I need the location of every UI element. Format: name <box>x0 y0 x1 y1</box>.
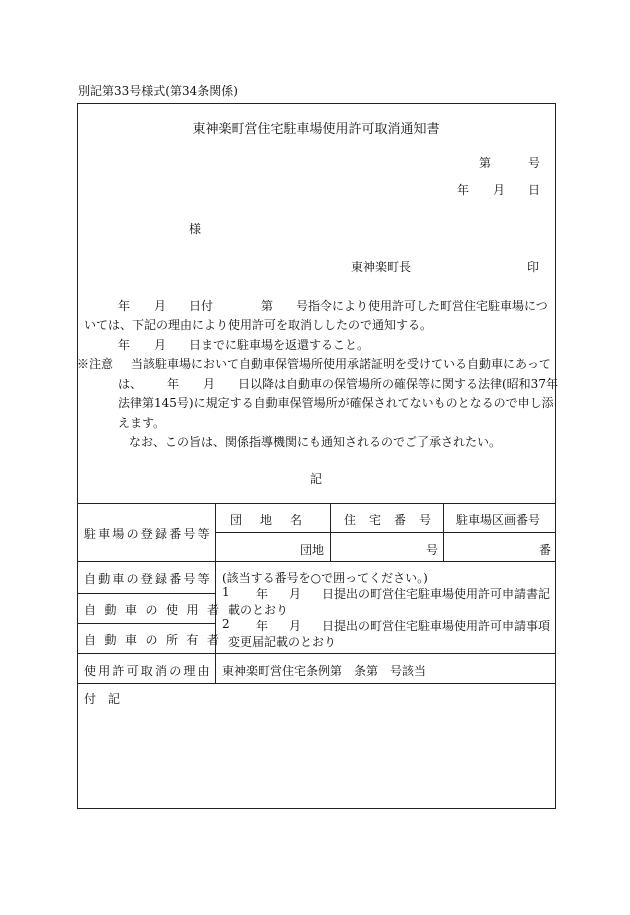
option1-year: 年 <box>256 587 269 601</box>
note-line1: 当該駐車場において自動車保管場所使用承諾証明を受けている自動車にあって <box>131 357 551 371</box>
notice-form <box>77 103 556 809</box>
note-line4: えます。 <box>118 416 166 430</box>
note-line2-month: 月 <box>203 377 216 391</box>
option2-text: 日提出の町営住宅駐車場使用許可申請事項 <box>322 619 551 633</box>
option1-month: 月 <box>289 587 302 601</box>
table-header-rule <box>215 532 556 533</box>
table-rule <box>77 561 556 562</box>
body-line1-year: 年 <box>118 299 131 313</box>
revocation-reason-value: 東神楽町営住宅条例第 条第 号該当 <box>222 664 427 678</box>
ki-heading: 記 <box>309 472 323 486</box>
body-line2: いては、下記の理由により使用許可を取消ししたので通知する。 <box>84 318 433 332</box>
date-month: 月 <box>493 183 506 197</box>
option1-continuation: 載のとおり <box>228 603 289 617</box>
body-line3-text: 日までに駐車場を返還すること。 <box>189 338 370 352</box>
note-line2-prefix: は、 <box>118 377 143 391</box>
body-line3-year: 年 <box>118 338 131 352</box>
header-housing-number: 住宅番号 <box>344 513 445 527</box>
note-label: ※注意 <box>77 357 114 371</box>
form-caption: 別記第33号様式(第34条関係) <box>78 84 238 98</box>
table-rule <box>77 623 215 624</box>
note-line2-year: 年 <box>167 377 180 391</box>
number-go: 号 <box>528 156 541 170</box>
table-rule <box>77 593 215 594</box>
option2-number: 2 <box>222 617 230 631</box>
body-line1-month: 月 <box>154 299 167 313</box>
option1-number: 1 <box>222 585 230 599</box>
note-line2-text: 日以降は自動車の保管場所の確保等に関する法律(昭和37年 <box>238 377 558 391</box>
option2-continuation: 変更届記載のとおり <box>228 635 337 649</box>
option2-month: 月 <box>289 619 302 633</box>
body-line1-dai: 第 <box>261 299 274 313</box>
table-col-rule <box>330 503 331 561</box>
body-line1-date: 日付 <box>189 299 214 313</box>
table-rule <box>77 683 556 684</box>
header-space-number: 駐車場区画番号 <box>456 513 541 527</box>
car-info-instruction: (該当する番号を○で囲ってください。) <box>222 571 428 585</box>
note-line5: なお、この旨は、関係指導機関にも通知されるのでご了承されたい。 <box>129 435 502 449</box>
parking-registration-label <box>84 525 212 542</box>
car-registration-label: 自動車の登録番号等 <box>84 572 212 586</box>
table-col-rule <box>215 503 216 683</box>
seal-mark: 印 <box>527 260 540 274</box>
addressee-suffix: 様 <box>189 222 202 236</box>
body-line3-month: 月 <box>154 338 167 352</box>
table-rule <box>77 653 556 654</box>
parking-registration-text: 駐車場の登録番号等 <box>84 527 212 541</box>
unit-ban: 番 <box>539 543 552 557</box>
unit-danchi: 団地 <box>300 543 325 557</box>
number-dai: 第 <box>479 156 492 170</box>
header-danchi-name: 団地名 <box>230 513 321 527</box>
car-owner-label: 自動車の所有者 <box>84 633 228 647</box>
appendix-label: 付記 <box>84 692 133 706</box>
option2-year: 年 <box>256 619 269 633</box>
date-year: 年 <box>457 183 470 197</box>
car-user-label: 自動車の使用者 <box>84 603 228 617</box>
body-line1-text: 号指令により使用許可した町営住宅駐車場につ <box>296 299 548 313</box>
option1-text: 日提出の町営住宅駐車場使用許可申請書記 <box>322 587 551 601</box>
table-top-rule <box>77 503 556 504</box>
form-title: 東神楽町営住宅駐車場使用許可取消通知書 <box>192 122 440 137</box>
revocation-reason-label: 使用許可取消の理由 <box>84 664 212 678</box>
note-line3: 法律第145号)に規定する自動車保管場所が確保されてないものとなるので申し添 <box>118 396 554 410</box>
date-day: 日 <box>528 183 541 197</box>
unit-go: 号 <box>426 543 439 557</box>
issuer-name: 東神楽町長 <box>351 260 412 274</box>
